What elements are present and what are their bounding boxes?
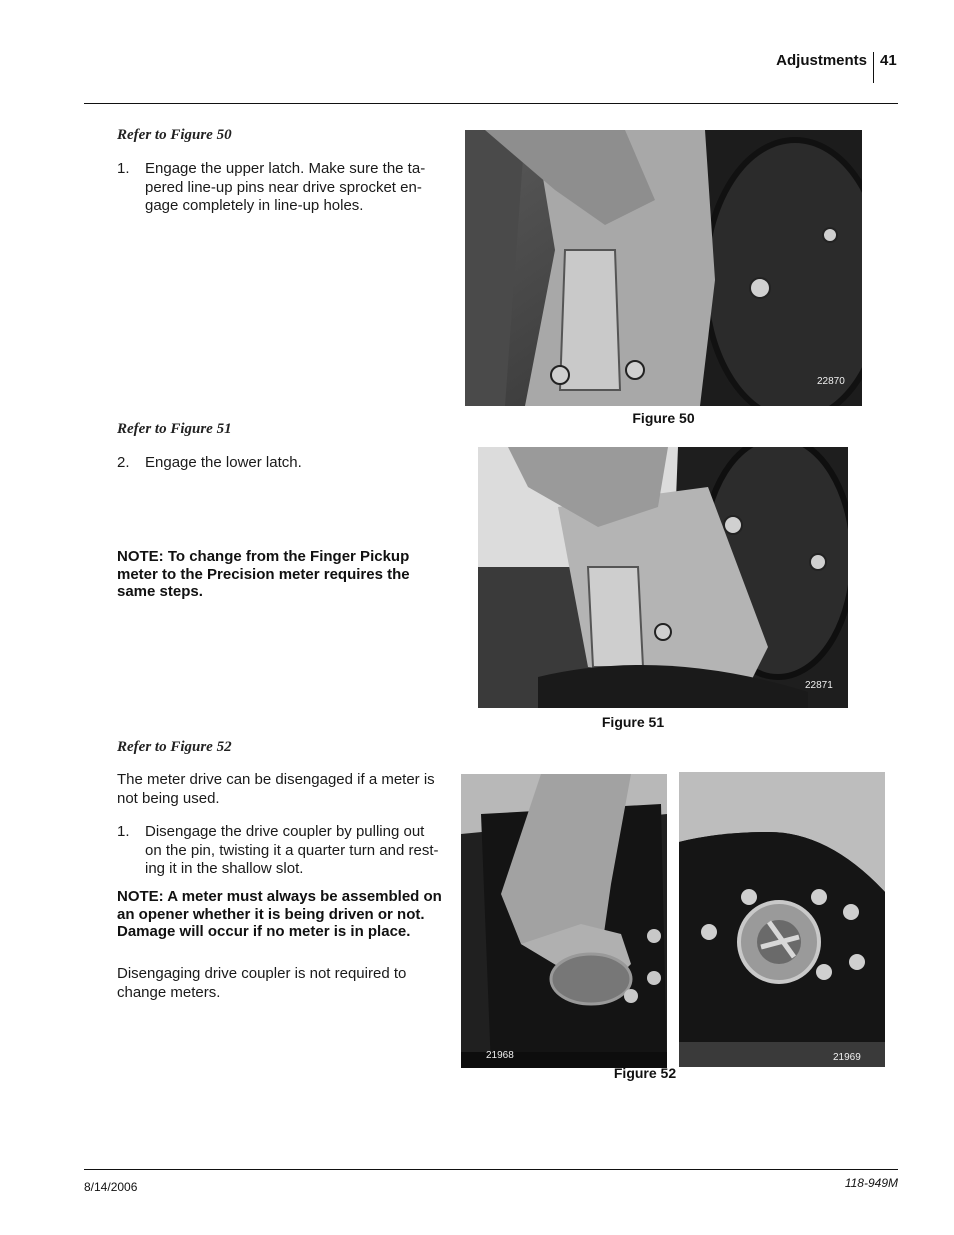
step-text: Disengage the drive coupler by pulling out on the pin, twisting it a quarter turn and resting it in the shallow slot. bbox=[145, 823, 439, 877]
step-text: Engage the lower latch. bbox=[145, 454, 302, 471]
refer-figure-50: Refer to Figure 50 bbox=[117, 127, 232, 143]
photo-id: 21969 bbox=[833, 1052, 861, 1063]
closing-paragraph: Disengaging drive coupler is not required to change meters. bbox=[117, 965, 407, 1001]
step-number: 1. bbox=[117, 160, 130, 177]
refer-figure-52: Refer to Figure 52 bbox=[117, 739, 232, 755]
step-number: 1. bbox=[117, 823, 130, 840]
header-divider bbox=[873, 52, 874, 83]
photo-coupler-closeup bbox=[679, 772, 885, 1067]
photo-upper-latch bbox=[465, 130, 862, 406]
intro-paragraph: The meter drive can be disengaged if a meter is not being used. bbox=[117, 771, 435, 807]
photo-id: 21968 bbox=[486, 1050, 514, 1061]
figure-caption: Figure 51 bbox=[601, 714, 665, 730]
header-rule bbox=[84, 103, 898, 104]
figure-caption: Figure 50 bbox=[632, 410, 695, 426]
section-title: Adjustments bbox=[776, 52, 867, 69]
refer-figure-51: Refer to Figure 51 bbox=[117, 421, 232, 437]
figure-caption: Figure 52 bbox=[613, 1065, 677, 1081]
photo-hand-coupler bbox=[461, 774, 667, 1068]
photo-id: 22870 bbox=[817, 376, 845, 387]
photo-id: 22871 bbox=[805, 680, 833, 691]
footer-rule bbox=[84, 1169, 898, 1170]
document-number: 118-949M bbox=[844, 1176, 898, 1190]
step-text: Engage the upper latch. Make sure the tapered line-up pins near drive sprocket engage completely in line-up holes. bbox=[145, 160, 426, 214]
page-number: 41 bbox=[880, 52, 897, 69]
step-engage-lower-latch bbox=[117, 454, 441, 473]
step-engage-upper-latch bbox=[117, 160, 441, 216]
note-meter-change: NOTE: To change from the Finger Pickup meter to the Precision meter requires the same steps. bbox=[117, 548, 410, 600]
photo-lower-latch bbox=[478, 447, 848, 708]
footer-date: 8/14/2006 bbox=[84, 1180, 138, 1194]
step-disengage-coupler bbox=[117, 823, 443, 879]
note-meter-required: NOTE: A meter must always be assembled on an opener whether it is being driven or not. Damage will occur if no meter is in place. bbox=[117, 888, 442, 940]
step-number: 2. bbox=[117, 454, 130, 471]
